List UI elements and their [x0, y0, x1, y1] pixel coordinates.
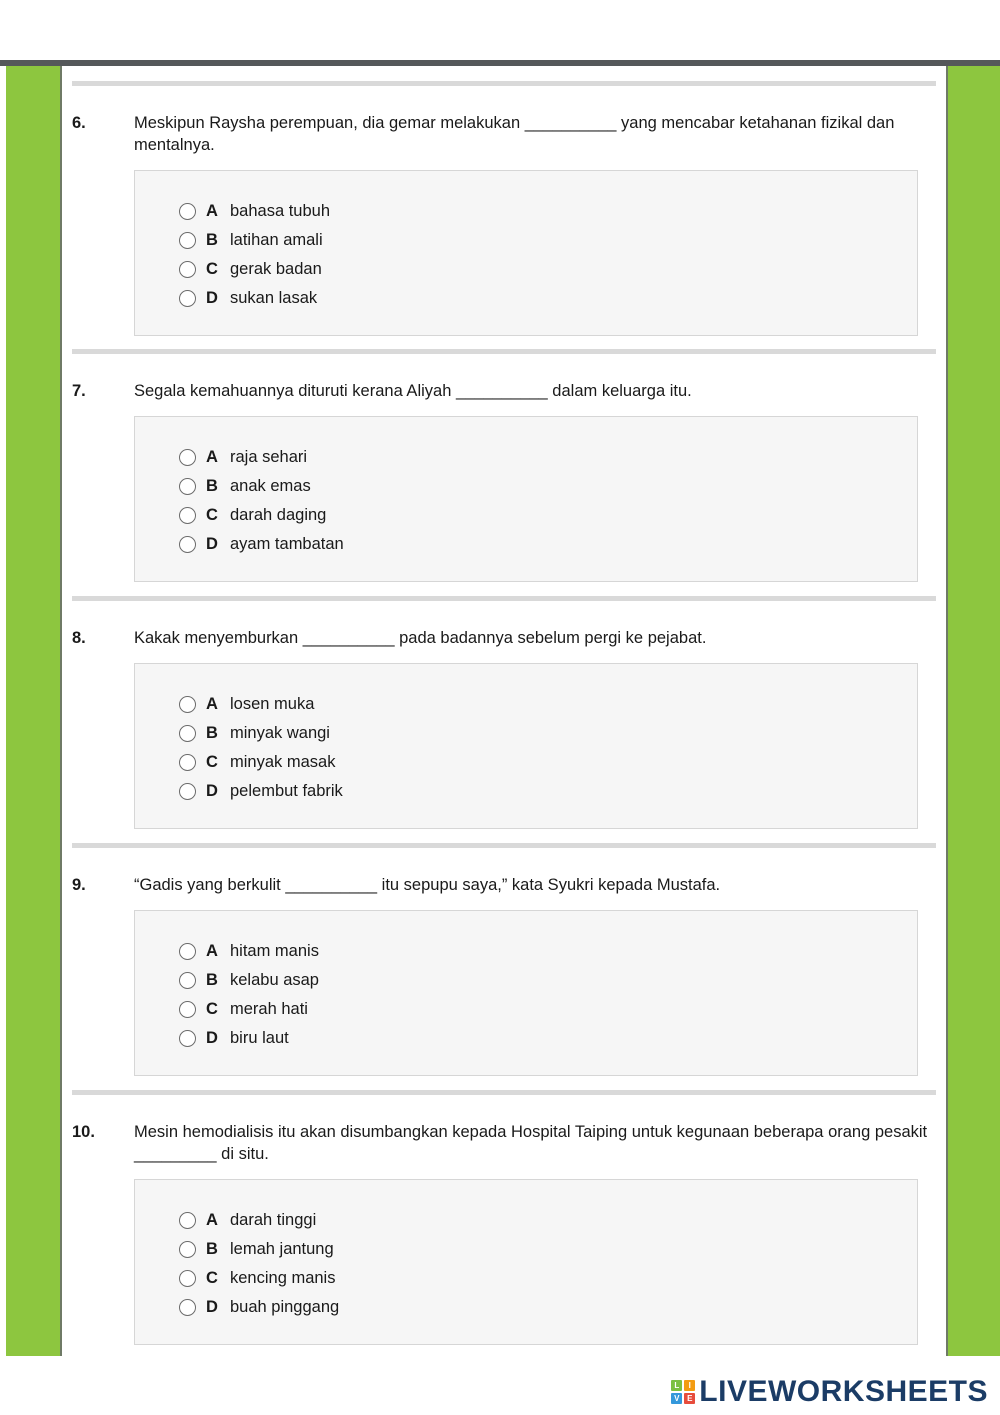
brand-name: LIVEWORKSHEETS	[699, 1375, 988, 1408]
right-green-border	[948, 66, 1000, 1356]
radio-button[interactable]	[179, 290, 196, 307]
option-letter: A	[206, 1211, 218, 1229]
option-letter: D	[206, 1298, 218, 1316]
option-label: lemah jantung	[230, 1240, 334, 1258]
question-number: 9.	[72, 876, 86, 894]
option-letter: B	[206, 1240, 218, 1258]
options-box	[134, 416, 918, 582]
option-d[interactable]	[179, 530, 917, 559]
option-letter: D	[206, 535, 218, 553]
question-divider	[72, 843, 936, 848]
radio-button[interactable]	[179, 261, 196, 278]
question-8	[72, 596, 942, 829]
question-9	[72, 843, 942, 1076]
option-label: pelembut fabrik	[230, 782, 343, 800]
option-c[interactable]	[179, 501, 917, 530]
option-c[interactable]	[179, 748, 917, 777]
option-label: minyak wangi	[230, 724, 330, 742]
question-text: Segala kemahuannya dituruti kerana Aliyah __________ dalam keluarga itu.	[134, 382, 692, 400]
radio-button[interactable]	[179, 1241, 196, 1258]
option-label: losen muka	[230, 695, 315, 713]
options-box	[134, 1179, 918, 1345]
radio-button[interactable]	[179, 203, 196, 220]
option-a[interactable]	[179, 937, 917, 966]
option-letter: C	[206, 506, 218, 524]
option-letter: C	[206, 260, 218, 278]
question-divider	[72, 81, 936, 86]
option-a[interactable]	[179, 443, 917, 472]
option-letter: A	[206, 202, 218, 220]
logo-tile: V	[671, 1393, 682, 1404]
option-c[interactable]	[179, 1264, 917, 1293]
radio-button[interactable]	[179, 783, 196, 800]
option-letter: D	[206, 1029, 218, 1047]
options-box	[134, 910, 918, 1076]
radio-button[interactable]	[179, 696, 196, 713]
option-label: darah tinggi	[230, 1211, 317, 1229]
option-letter: B	[206, 971, 218, 989]
option-letter: D	[206, 782, 218, 800]
radio-button[interactable]	[179, 943, 196, 960]
options-box	[134, 663, 918, 829]
option-letter: D	[206, 289, 218, 307]
option-d[interactable]	[179, 284, 917, 313]
liveworksheets-logo	[671, 1375, 988, 1409]
option-a[interactable]	[179, 197, 917, 226]
option-label: darah daging	[230, 506, 327, 524]
option-b[interactable]	[179, 719, 917, 748]
options-box	[134, 170, 918, 336]
radio-button[interactable]	[179, 478, 196, 495]
option-letter: B	[206, 231, 218, 249]
question-number: 6.	[72, 114, 86, 132]
radio-button[interactable]	[179, 754, 196, 771]
radio-button[interactable]	[179, 1030, 196, 1047]
right-border-edge	[946, 66, 948, 1356]
option-label: buah pinggang	[230, 1298, 340, 1316]
option-letter: A	[206, 448, 218, 466]
question-number: 10.	[72, 1123, 95, 1141]
question-text: “Gadis yang berkulit __________ itu sepupu saya,” kata Syukri kepada Mustafa.	[134, 876, 721, 894]
option-label: latihan amali	[230, 231, 323, 249]
option-c[interactable]	[179, 255, 917, 284]
option-label: sukan lasak	[230, 289, 318, 307]
option-letter: C	[206, 1269, 218, 1287]
option-label: minyak masak	[230, 753, 336, 771]
radio-button[interactable]	[179, 1001, 196, 1018]
option-label: raja sehari	[230, 448, 308, 466]
option-label: gerak badan	[230, 260, 322, 278]
option-label: kelabu asap	[230, 971, 319, 989]
radio-button[interactable]	[179, 1270, 196, 1287]
question-text: Meskipun Raysha perempuan, dia gemar melakukan __________ yang mencabar ketahanan fizikal dan mentalnya.	[134, 114, 895, 154]
radio-button[interactable]	[179, 725, 196, 742]
option-d[interactable]	[179, 1024, 917, 1053]
logo-tile: L	[671, 1380, 682, 1391]
option-letter: B	[206, 477, 218, 495]
question-divider	[72, 596, 936, 601]
option-label: anak emas	[230, 477, 311, 495]
left-green-border	[6, 66, 60, 1356]
question-divider	[72, 1090, 936, 1095]
option-label: bahasa tubuh	[230, 202, 331, 220]
question-10	[72, 1090, 942, 1345]
option-label: ayam tambatan	[230, 535, 344, 553]
option-b[interactable]	[179, 226, 917, 255]
option-label: hitam manis	[230, 942, 319, 960]
question-text: Kakak menyemburkan __________ pada badannya sebelum pergi ke pejabat.	[134, 629, 707, 647]
radio-button[interactable]	[179, 1212, 196, 1229]
option-letter: A	[206, 942, 218, 960]
radio-button[interactable]	[179, 972, 196, 989]
option-letter: A	[206, 695, 218, 713]
option-label: merah hati	[230, 1000, 308, 1018]
option-c[interactable]	[179, 995, 917, 1024]
logo-icon	[671, 1380, 695, 1404]
radio-button[interactable]	[179, 232, 196, 249]
option-label: biru laut	[230, 1029, 289, 1047]
radio-button[interactable]	[179, 507, 196, 524]
question-6	[72, 81, 942, 336]
option-b[interactable]	[179, 472, 917, 501]
option-a[interactable]	[179, 690, 917, 719]
question-divider	[72, 349, 936, 354]
question-text: Mesin hemodialisis itu akan disumbangkan kepada Hospital Taiping untuk kegunaan beberapa orang pesakit _________ di situ.	[134, 1123, 928, 1163]
option-b[interactable]	[179, 966, 917, 995]
option-d[interactable]	[179, 777, 917, 806]
option-d[interactable]	[179, 1293, 917, 1322]
logo-tile: E	[684, 1393, 695, 1404]
option-letter: C	[206, 1000, 218, 1018]
logo-tile: I	[684, 1380, 695, 1391]
radio-button[interactable]	[179, 449, 196, 466]
radio-button[interactable]	[179, 536, 196, 553]
option-letter: B	[206, 724, 218, 742]
option-b[interactable]	[179, 1235, 917, 1264]
option-a[interactable]	[179, 1206, 917, 1235]
option-letter: C	[206, 753, 218, 771]
radio-button[interactable]	[179, 1299, 196, 1316]
question-7	[72, 349, 942, 582]
option-label: kencing manis	[230, 1269, 336, 1287]
question-number: 7.	[72, 382, 86, 400]
question-number: 8.	[72, 629, 86, 647]
